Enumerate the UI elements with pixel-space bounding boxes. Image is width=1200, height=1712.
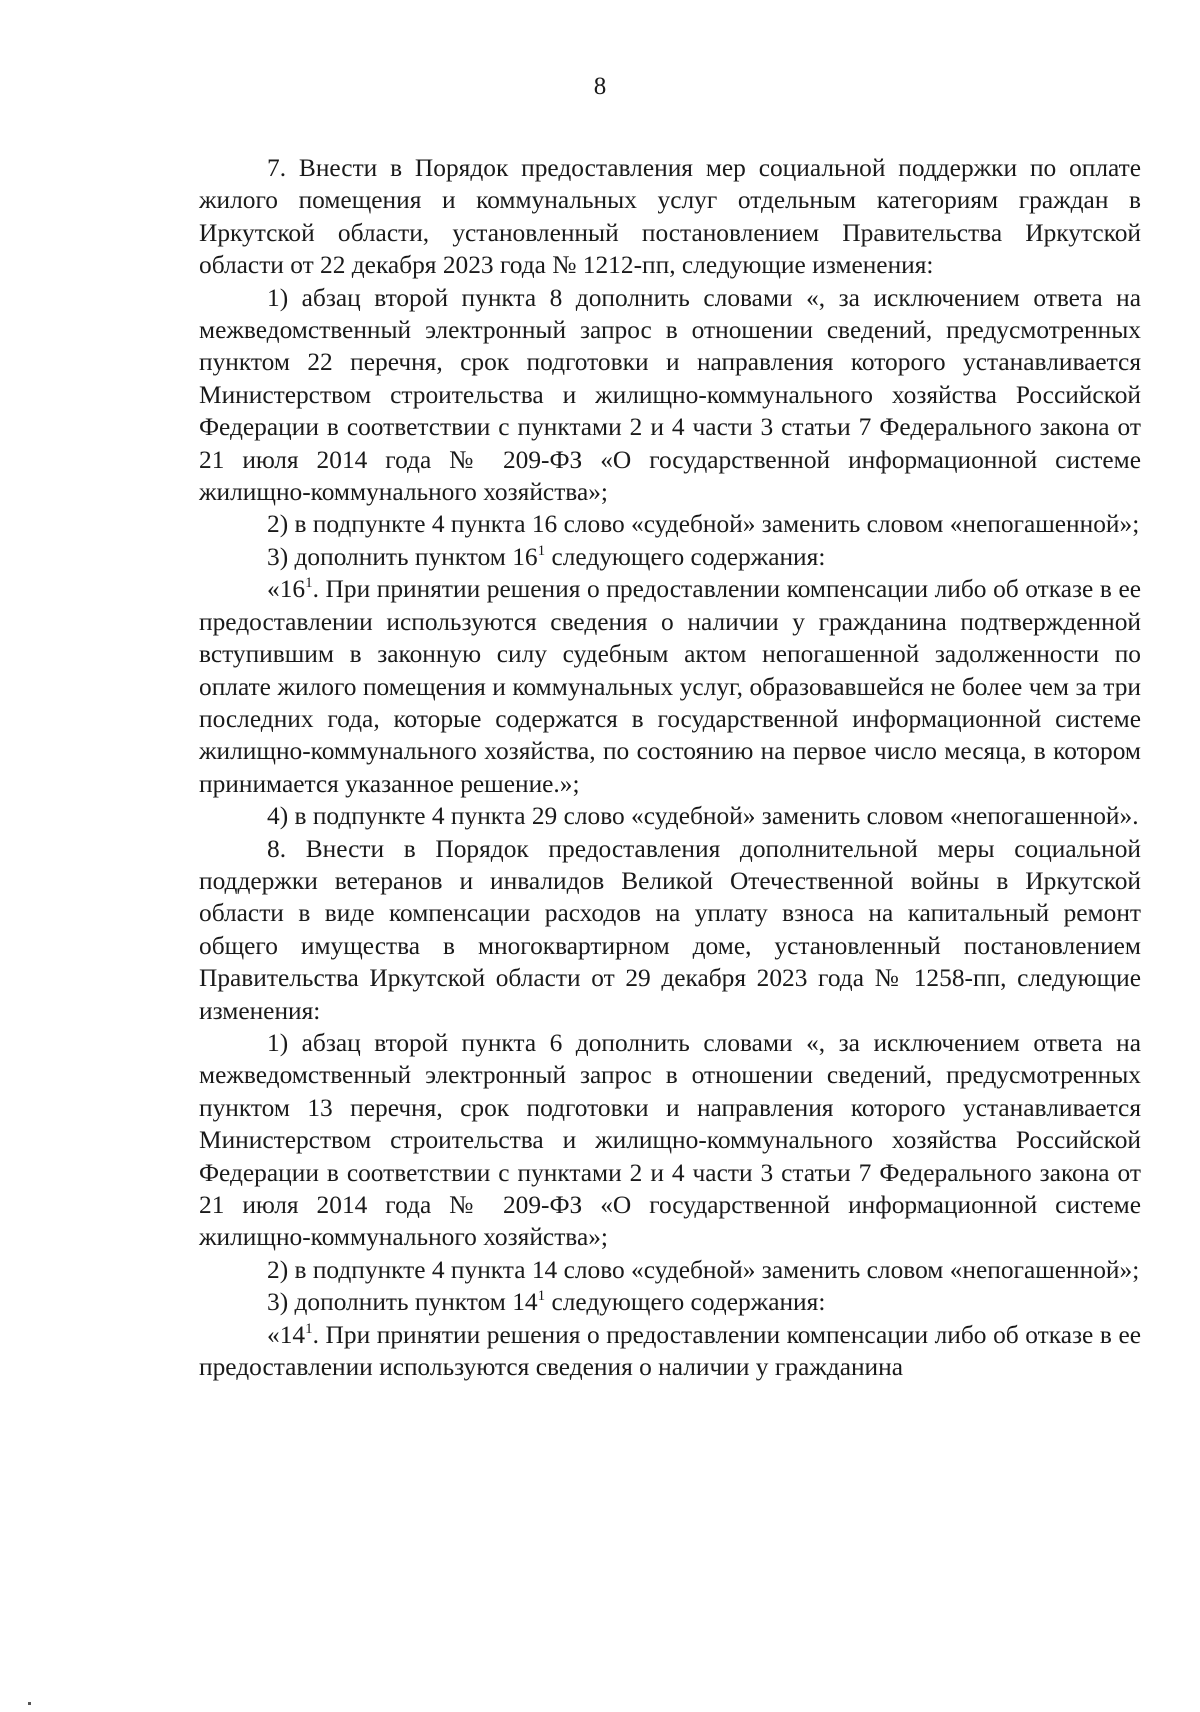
paragraph-text: . При принятии решения о предоставлении компенсации либо об отказе в ее предоставлении используются сведения о наличии у гражданина подтвержденной вступившим в законную силу судебным актом непогашенной задолженности по оплате жилого помещения и коммунальных услуг, образовавшейся не более чем за три последних года, которые содержатся в государственной информационной системе жилищно-коммунального хозяйства, по состоянию на первое число месяца, в котором принимается указанное решение.»; (199, 575, 1141, 798)
scan-artifact-dot (28, 1702, 31, 1705)
paragraph-subitem-8-1: 1) абзац второй пункта 6 дополнить словами «, за исключением ответа на межведомственный электронный запрос в отношении сведений, предусмотренных пунктом 13 перечня, срок подготовки и направления которого устанавливается Министерством строительства и жилищно-коммунального хозяйства Российской Федерации в соответствии с пунктами 2 и 4 части 3 статьи 7 Федерального закона от 21 июля 2014 года № 209-ФЗ «О государственной информационной системе жилищно-коммунального хозяйства»; (199, 1028, 1141, 1252)
paragraph-subitem-7-3 (199, 541, 1141, 573)
paragraph-new-point-14-1 (199, 1319, 1141, 1384)
paragraph-item-7: 7. Внести в Порядок предоставления мер социальной поддержки по оплате жилого помещения и коммунальных услуг отдельным категориям граждан в Иркутской области, установленный постановлением Правительства Иркутской области от 22 декабря 2023 года № 1212-пп, следующие изменения: (199, 154, 1141, 280)
paragraph-text: 3) дополнить пунктом 16 (267, 542, 538, 571)
paragraph-subitem-7-4: 4) в подпункте 4 пункта 29 слово «судебной» заменить словом «непогашенной». (267, 802, 1139, 831)
paragraph-text: 3) дополнить пунктом 14 (267, 1288, 538, 1317)
paragraph-new-point-16-1 (199, 573, 1141, 800)
superscript: 1 (305, 575, 313, 592)
paragraph-text: . При принятии решения о предоставлении компенсации либо об отказе в ее предоставлении используются сведения о наличии у гражданина (199, 1320, 1141, 1382)
paragraph-subitem-7-2: 2) в подпункте 4 пункта 16 слово «судебной» заменить словом «непогашенной»; (267, 510, 1140, 539)
paragraph-text: следующего содержания: (545, 1288, 826, 1317)
paragraph-item-8: 8. Внести в Порядок предоставления дополнительной меры социальной поддержки ветеранов и инвалидов Великой Отечественной войны в Иркутской области в виде компенсации расходов на уплату взноса на капитальный ремонт общего имущества в многоквартирном доме, установленный постановлением Правительства Иркутской области от 29 декабря 2023 года № 1258-пп, следующие изменения: (199, 834, 1141, 1025)
paragraph-text: «16 (267, 575, 306, 604)
page-number: 8 (593, 73, 607, 100)
paragraph-subitem-8-2: 2) в подпункте 4 пункта 14 слово «судебной» заменить словом «непогашенной»; (267, 1255, 1140, 1284)
paragraph-subitem-7-1: 1) абзац второй пункта 8 дополнить словами «, за исключением ответа на межведомственный электронный запрос в отношении сведений, предусмотренных пунктом 22 перечня, срок подготовки и направления которого устанавливается Министерством строительства и жилищно-коммунального хозяйства Российской Федерации в соответствии с пунктами 2 и 4 части 3 статьи 7 Федерального закона от 21 июля 2014 года № 209-ФЗ «О государственной информационной системе жилищно-коммунального хозяйства»; (199, 283, 1141, 507)
superscript: 1 (537, 542, 546, 559)
superscript: 1 (537, 1288, 546, 1305)
document-body (199, 152, 1141, 1383)
paragraph-subitem-8-3 (199, 1286, 1141, 1318)
superscript: 1 (305, 1320, 313, 1337)
paragraph-text: «14 (267, 1320, 306, 1349)
paragraph-text: следующего содержания: (545, 542, 826, 571)
